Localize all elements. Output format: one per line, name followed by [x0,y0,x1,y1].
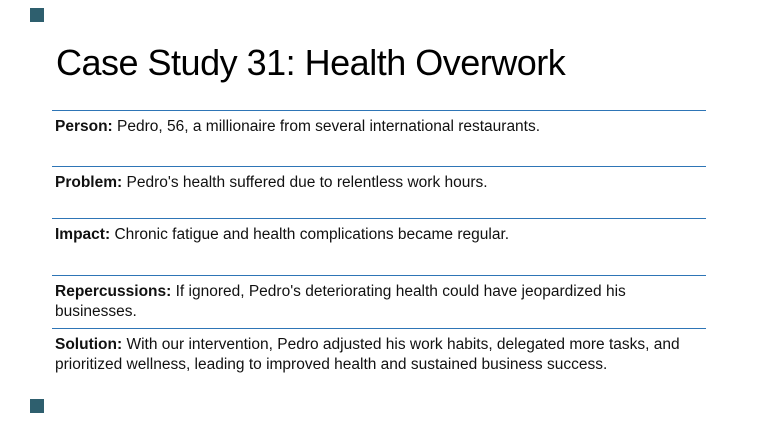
table-row-problem [52,166,706,218]
row-label: Person: [55,118,113,135]
table-row-solution [52,328,706,385]
row-text: With our intervention, Pedro adjusted his work habits, delegated more tasks, and prioritized wellness, leading to improved health and sustained business success. [55,336,680,373]
row-label: Solution: [55,336,123,353]
row-text: Pedro, 56, a millionaire from several international restaurants. [117,118,541,135]
row-text: Chronic fatigue and health complications became regular. [114,226,510,243]
case-study-table [52,110,706,385]
row-text: Pedro's health suffered due to relentless work hours. [126,174,488,191]
table-row-impact [52,218,706,275]
slide-title: Case Study 31: Health Overwork [56,42,566,83]
row-label: Impact: [55,226,111,243]
row-text: If ignored, Pedro's deteriorating health could have jeopardized his businesses. [55,283,626,320]
row-label: Problem: [55,174,123,191]
corner-accent-bottom-square [30,399,44,413]
table-row-repercussions [52,275,706,328]
table-row-person [52,110,706,166]
corner-accent-top-square [30,8,44,22]
row-label: Repercussions: [55,283,172,300]
